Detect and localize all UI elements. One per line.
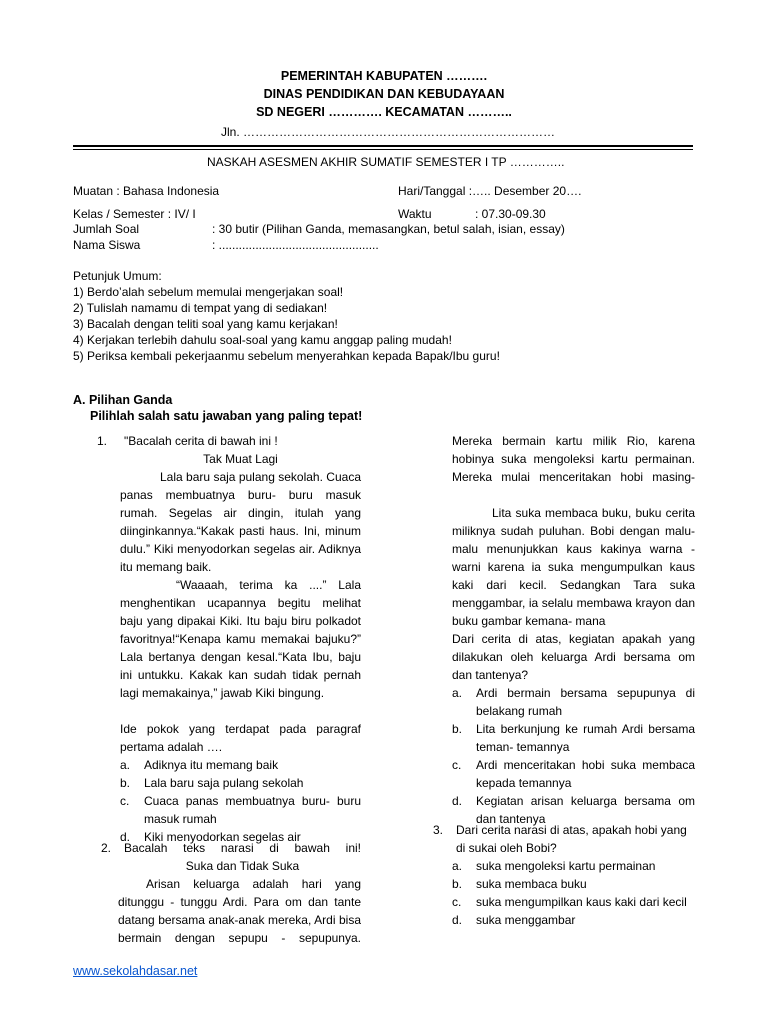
question-number: 3.	[433, 823, 444, 837]
question-number: 1.	[97, 434, 108, 448]
question-3	[433, 821, 695, 929]
option-b[interactable]: b. Lala baru saja pulang sekolah	[120, 776, 304, 790]
question-number: 2.	[101, 841, 112, 855]
question-text: Dari cerita di atas, kegiatan apakah yang dilakukan oleh keluarga Ardi bersama om dan tantenya?	[452, 632, 695, 682]
option-b[interactable]: b. suka membaca buku	[452, 877, 587, 891]
header-line-3: SD NEGERI …………. KECAMATAN ………..	[256, 105, 512, 119]
section-a-title: A. Pilihan Ganda	[73, 393, 173, 407]
info-waktu-label: Waktu	[398, 207, 432, 221]
petunjuk-title: Petunjuk Umum:	[73, 269, 162, 283]
header-rule-thin	[73, 149, 693, 150]
footer-link[interactable]: www.sekolahdasar.net	[73, 964, 198, 978]
petunjuk-item: 1) Berdo’alah sebelum memulai mengerjakan soal!	[73, 285, 344, 299]
story-paragraph-continued-right: Mereka bermain kartu milik Rio, karena hobinya suka mengoleksi kartu permainan. Mereka mulai menceritakan hobi masing-	[452, 434, 695, 484]
info-jumlah-label: Jumlah Soal	[73, 222, 140, 236]
exam-title: NASKAH ASESMEN AKHIR SUMATIF SEMESTER I TP …………..	[207, 155, 565, 169]
story-title: Tak Muat Lagi	[203, 452, 278, 466]
petunjuk-item: 4) Kerjakan terlebih dahulu soal-soal yang kamu anggap paling mudah!	[73, 333, 452, 347]
option-a[interactable]: a. Ardi bermain bersama sepupunya di belakang rumah	[452, 686, 695, 718]
option-b[interactable]: b. Lita berkunjung ke rumah Ardi bersama teman- temannya	[452, 722, 695, 754]
story-paragraph: Lita suka membaca buku, buku cerita miliknya sudah puluhan. Bobi dengan malu- malu menunjukkan kaus kakinya warna -warni karena ia suka mengumpulkan kaus kaki dari kecil. Sedangkan Tara suka menggambar, ia selalu membawa krayon dan buku gambar kemana- mana	[452, 506, 695, 628]
story-title: Suka dan Tidak Suka	[185, 859, 300, 873]
header-line-1: PEMERINTAH KABUPATEN ……….	[280, 69, 488, 83]
option-d[interactable]: d. suka menggambar	[452, 913, 576, 927]
info-muatan: Muatan : Bahasa Indonesia	[73, 184, 220, 198]
question-1-body	[120, 432, 361, 846]
petunjuk-item: 5) Periksa kembali pekerjaanmu sebelum menyerahkan kepada Bapak/Ibu guru!	[73, 349, 500, 363]
option-c[interactable]: c. Ardi menceritakan hobi suka membaca kepada temannya	[452, 758, 695, 790]
petunjuk-umum	[73, 268, 500, 364]
info-nama-value: : ................................................	[212, 238, 379, 252]
question-1	[97, 432, 361, 846]
question-2-intro: Bacalah teks narasi di bawah ini!	[124, 841, 361, 855]
option-a[interactable]: a. suka mengoleksi kartu permainan	[452, 859, 656, 873]
header-rule-thick	[73, 145, 693, 147]
section-a	[73, 392, 362, 424]
story-paragraph: “Waaaah, terima ka ....” Lala menghentikan ucapannya begitu melihat baju yang dipakai Kiki. Itu baju biru polkadot favoritnya!“Kenapa kamu memakai bajuku?” Lala bertanya dengan kesal.“Kata Ibu, baju ini untukku. Kakak kan sudah tidak pernah lagi memakainya,” jawab Kiki bingung.	[120, 578, 361, 700]
section-a-instruction: Pilihlah salah satu jawaban yang paling tepat!	[90, 409, 363, 423]
question-1-intro: "Bacalah cerita di bawah ini !	[124, 434, 278, 448]
info-nama-label: Nama Siswa	[73, 238, 141, 252]
petunjuk-item: 3) Bacalah dengan teliti soal yang kamu kerjakan!	[73, 317, 338, 331]
story-paragraph-continued-left: Arisan keluarga adalah hari yang ditunggu - tunggu Ardi. Para om dan tante datang bersama anak-anak mereka, Ardi bisa bermain dengan sepupu - sepupunya.	[118, 877, 361, 945]
question-2-part-1	[101, 839, 361, 875]
option-c[interactable]: c. suka mengumpilkan kaus kaki dari kecil	[452, 895, 687, 909]
petunjuk-item: 2) Tulislah namamu di tempat yang di sediakan!	[73, 301, 328, 315]
option-c[interactable]: c. Cuaca panas membuatnya buru- buru masuk rumah	[120, 794, 361, 826]
question-text: Ide pokok yang terdapat pada paragraf pertama adalah ….	[120, 722, 361, 754]
option-d[interactable]: d. Kegiatan arisan keluarga bersama om dan tantenya	[452, 794, 695, 826]
left-column	[97, 432, 361, 846]
header-address: Jln. ……………………………………………………………………	[221, 125, 556, 139]
option-a[interactable]: a. Adiknya itu memang baik	[120, 758, 279, 772]
info-hari-tanggal: Hari/Tanggal :….. Desember 20….	[398, 184, 582, 198]
question-text: Dari cerita narasi di atas, apakah hobi yang di sukai oleh Bobi?	[456, 823, 687, 855]
option-d[interactable]: d. Kiki menyodorkan segelas air	[120, 830, 301, 844]
info-kelas: Kelas / Semester : IV/ I	[73, 207, 196, 221]
header-line-2: DINAS PENDIDIKAN DAN KEBUDAYAAN	[263, 87, 505, 101]
story-paragraph: Lala baru saja pulang sekolah. Cuaca panas membuatnya buru- buru masuk rumah. Segelas air dingin, itulah yang diinginkannya.“Kakak pasti haus. Ini, minum dulu.” Kiki menyodorkan segelas air. Adiknya itu memang baik.	[120, 470, 361, 574]
right-column	[452, 504, 695, 828]
info-jumlah-value: : 30 butir (Pilihan Ganda, memasangkan, betul salah, isian, essay)	[212, 222, 565, 236]
info-waktu-value: : 07.30-09.30	[475, 207, 546, 221]
